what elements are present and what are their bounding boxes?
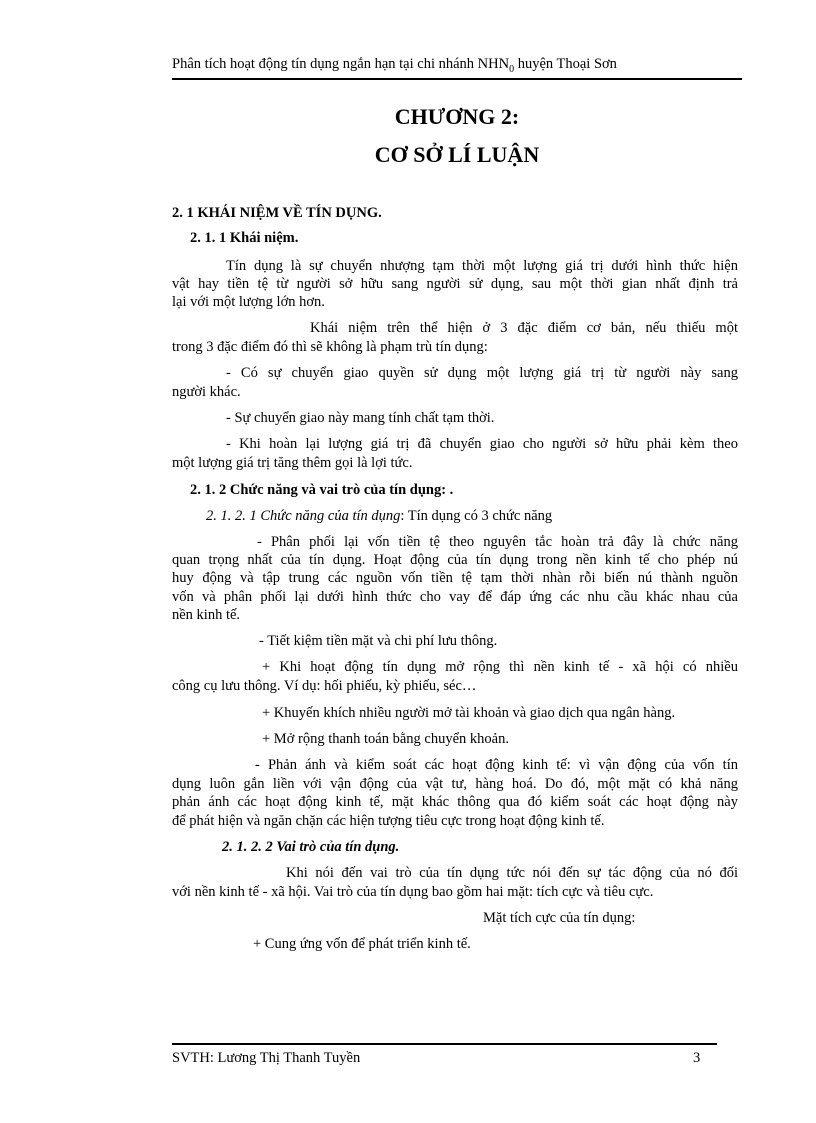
list-item: + Cung ứng vốn để phát triển kinh tế. [253, 936, 471, 952]
paragraph-line: Mặt tích cực của tín dụng: [483, 910, 636, 926]
paragraph-line: huy động và tập trung các nguồn vốn tiền tệ tạm thời nhàn rỗi biến nú thành nguồn [172, 570, 738, 586]
page-number: 3 [693, 1050, 701, 1066]
list-item: + Khuyến khích nhiều người mở tài khoản và giao dịch qua ngân hàng. [262, 705, 676, 721]
header-subscript: 0 [509, 63, 515, 75]
paragraph-line: Tín dụng là sự chuyển nhượng tạm thời một lượng giá trị dưới hình thức hiện [226, 258, 738, 274]
subsubsection-title: 2. 1. 2. 1 Chức năng của tín dụng [206, 508, 401, 524]
list-item: - Có sự chuyển giao quyền sử dụng một lượng giá trị từ người này sang [226, 365, 738, 381]
subsubsection-text: : Tín dụng có 3 chức năng [400, 508, 553, 524]
footer-author: SVTH: Lương Thị Thanh Tuyền [172, 1050, 361, 1066]
paragraph-line: - Phản ánh và kiểm soát các hoạt động kinh tế: vì vận động của vốn tín [255, 757, 738, 773]
paragraph-line: với nền kinh tế - xã hội. Vai trò của tín dụng bao gồm hai mặt: tích cực và tiêu cực. [172, 884, 654, 900]
chapter-title: CƠ SỞ LÍ LUẬN [374, 142, 540, 167]
paragraph-line: nền kinh tế. [172, 607, 241, 623]
paragraph-line: để phát hiện và ngăn chặn các hiện tượng tiêu cực trong hoạt động kinh tế. [172, 813, 605, 829]
list-item: - Sự chuyển giao này mang tính chất tạm thời. [226, 410, 495, 426]
section-heading: 2. 1 KHÁI NIỆM VỀ TÍN DỤNG. [172, 205, 382, 221]
paragraph-line: quan trọng nhất của tín dụng. Hoạt động của tín dụng trong nền kinh tế cho phép nú [172, 552, 738, 568]
header-divider [172, 78, 742, 80]
subsubsection-heading: 2. 1. 2. 2 Vai trò của tín dụng. [222, 839, 400, 855]
chapter-number: CHƯƠNG 2: [394, 104, 520, 129]
list-item: - Tiết kiệm tiền mặt và chi phí lưu thông. [259, 633, 498, 649]
paragraph-line: Khi nói đến vai trò của tín dụng tức nói đến sự tác động của nó đối [286, 865, 738, 881]
paragraph-line: vốn và phân phối lại dưới hình thức cho vay để đáp ứng các nhu cầu khác nhau của [172, 589, 738, 605]
list-item: + Mở rộng thanh toán bằng chuyển khoản. [262, 731, 509, 747]
list-item: - Khi hoàn lại lượng giá trị đã chuyển giao cho người sở hữu phải kèm theo [226, 436, 738, 452]
subsection-heading: 2. 1. 1 Khái niệm. [190, 230, 299, 246]
running-header [172, 56, 617, 75]
paragraph-line: - Phân phối lại vốn tiền tệ theo nguyên tắc hoàn trả đây là chức năng [257, 534, 738, 550]
paragraph-line: vật hay tiền tệ từ người sở hữu sang người sử dụng, sau một thời gian nhất định trả [172, 276, 738, 292]
list-item: + Khi hoạt động tín dụng mở rộng thì nền kinh tế - xã hội có nhiều [262, 659, 738, 675]
paragraph-line: lại với một lượng lớn hơn. [172, 294, 325, 310]
subsection-heading: 2. 1. 2 Chức năng và vai trò của tín dụng: . [190, 482, 454, 498]
header-text-end: huyện Thoại Sơn [514, 56, 617, 72]
paragraph-line: dụng luôn gắn liền với vận động của vật tư, hàng hoá. Do đó, một mặt có khả năng [172, 776, 738, 792]
subsubsection-heading [206, 508, 552, 524]
footer-divider [172, 1043, 717, 1045]
paragraph-line: người khác. [172, 384, 241, 400]
paragraph-line: trong 3 đặc điểm đó thì sẽ không là phạm trù tín dụng: [172, 339, 488, 355]
paragraph-line: một lượng giá trị tăng thêm gọi là lợi tức. [172, 455, 413, 471]
paragraph-line: Khái niệm trên thể hiện ở 3 đặc điểm cơ bản, nếu thiếu một [310, 320, 738, 336]
paragraph-line: phản ánh các hoạt động kinh tế, mặt khác thông qua đó kiểm soát các hoạt động này [172, 794, 738, 810]
paragraph-line: công cụ lưu thông. Ví dụ: hối phiếu, kỳ phiếu, séc… [172, 678, 477, 694]
header-text: Phân tích hoạt động tín dụng ngắn hạn tại chi nhánh NHN [172, 56, 510, 72]
